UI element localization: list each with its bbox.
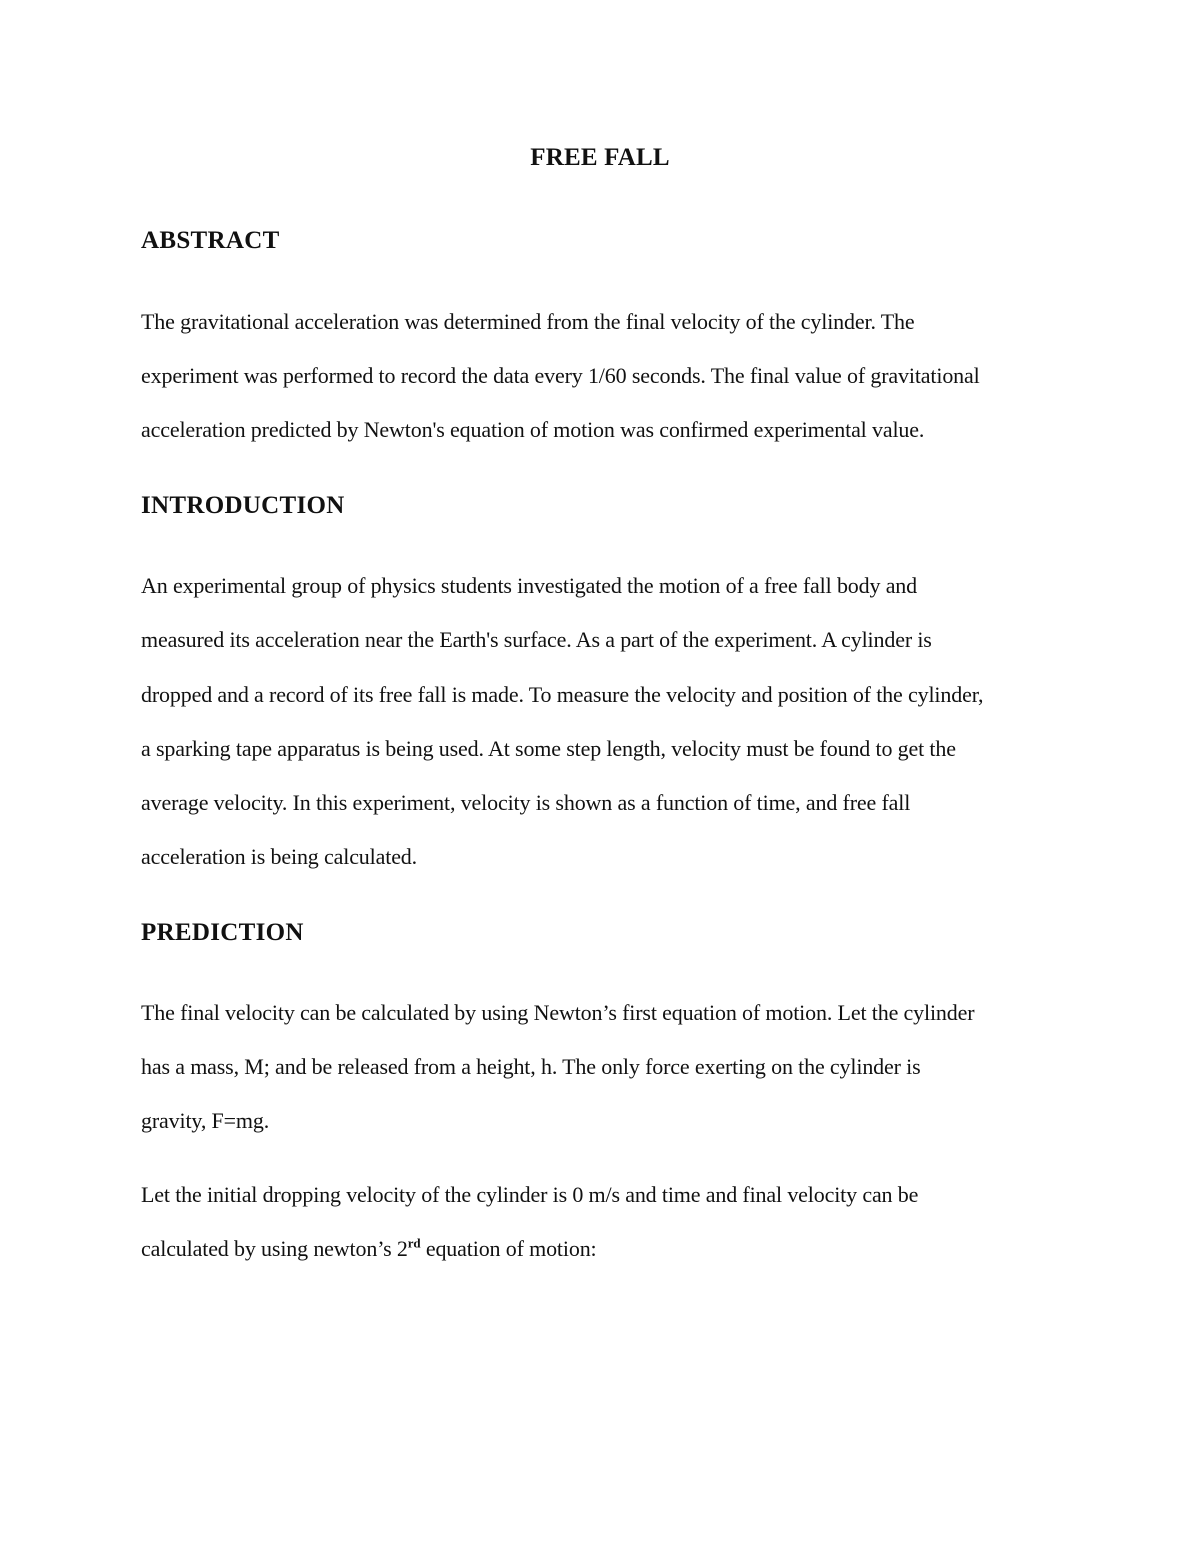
prediction-text-line: gravity, F=mg. (141, 1108, 270, 1133)
prediction-text-line: has a mass, M; and be released from a height, h. The only force exerting on the cylinder is (141, 1054, 921, 1079)
ordinal-superscript: rd (407, 1235, 421, 1251)
abstract-text-line: The gravitational acceleration was determined from the final velocity of the cylinder. The (141, 309, 915, 334)
section-heading-introduction: INTRODUCTION (141, 492, 345, 519)
prediction-text-line: Let the initial dropping velocity of the cylinder is 0 m/s and time and final velocity can be (141, 1182, 919, 1207)
abstract-text-line: acceleration predicted by Newton's equation of motion was confirmed experimental value. (141, 417, 925, 442)
introduction-text-line: dropped and a record of its free fall is made. To measure the velocity and position of the cylinder, (141, 682, 984, 707)
abstract-text-line: experiment was performed to record the data every 1/60 seconds. The final value of gravitational (141, 363, 980, 388)
prediction-last-line (141, 1231, 1081, 1267)
introduction-text-line: An experimental group of physics students investigated the motion of a free fall body and (141, 573, 918, 598)
equation-text: calculated by using newton’s 2 (141, 1236, 408, 1261)
introduction-text-line: a sparking tape apparatus is being used. At some step length, velocity must be found to get the (141, 736, 956, 761)
introduction-text-line: acceleration is being calculated. (141, 844, 418, 869)
page-title: FREE FALL (530, 144, 670, 171)
prediction-text-line: The final velocity can be calculated by using Newton’s first equation of motion. Let the cylinder (141, 1000, 975, 1025)
section-heading-abstract: ABSTRACT (141, 227, 280, 254)
section-heading-prediction: PREDICTION (141, 919, 304, 946)
introduction-text-line: average velocity. In this experiment, velocity is shown as a function of time, and free fall (141, 790, 911, 815)
equation-text-end: equation of motion: (420, 1236, 597, 1261)
introduction-text-line: measured its acceleration near the Earth's surface. As a part of the experiment. A cylinder is (141, 627, 932, 652)
